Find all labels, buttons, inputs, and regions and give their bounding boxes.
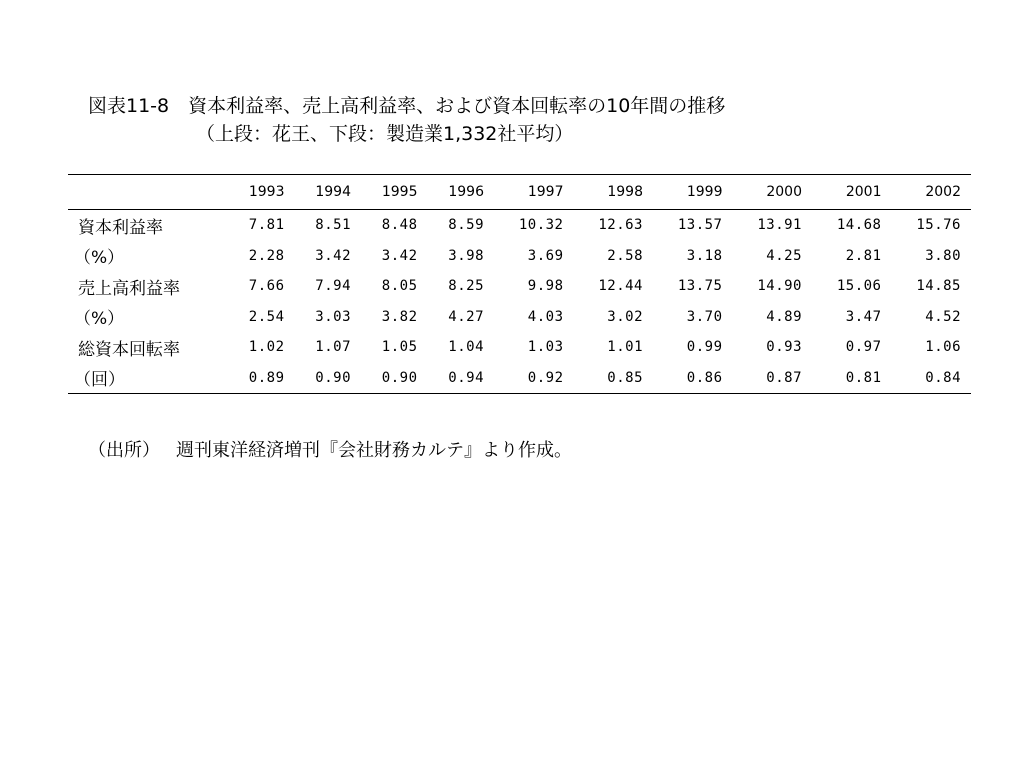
source-prefix: （出所） xyxy=(88,440,160,461)
table-cell: 7.81 xyxy=(248,217,285,234)
table-cell: 12.63 xyxy=(598,217,643,234)
table-cell: 8.48 xyxy=(381,217,418,234)
table-cell: 3.69 xyxy=(527,247,564,264)
table-row-roe-average xyxy=(68,241,971,272)
table-row-roe-kao xyxy=(68,210,971,241)
year-header-1999: 1999 xyxy=(686,184,723,200)
table-row-turnover-kao xyxy=(68,332,971,363)
table-cell: 0.89 xyxy=(248,369,285,386)
table-cell: 3.42 xyxy=(315,247,351,264)
source-note xyxy=(88,436,572,462)
year-header-2001: 2001 xyxy=(845,184,882,200)
table-cell: 0.87 xyxy=(766,369,802,386)
table-header xyxy=(68,175,971,210)
title-line-2: （上段：花王、下段：製造業1,332社平均） xyxy=(196,123,574,145)
table-cell: 3.02 xyxy=(607,308,643,325)
table-cell: 3.98 xyxy=(448,247,484,264)
table-cell: 1.01 xyxy=(607,339,643,356)
table-cell: 15.76 xyxy=(916,217,961,234)
table-cell: 4.89 xyxy=(766,308,802,325)
table-cell: 0.85 xyxy=(607,369,643,386)
table-row-margin-kao xyxy=(68,271,971,302)
table-row-turnover-average xyxy=(68,363,971,394)
table-cell: 4.25 xyxy=(766,247,802,264)
table-cell: 14.85 xyxy=(916,278,961,295)
table-cell: 3.70 xyxy=(686,308,723,325)
table-cell: 3.03 xyxy=(315,308,351,325)
table-cell: 0.90 xyxy=(381,369,418,386)
year-header-2000: 2000 xyxy=(766,184,802,200)
table-row-margin-average xyxy=(68,302,971,333)
table-cell: 2.81 xyxy=(845,247,882,264)
year-header-1993: 1993 xyxy=(248,184,285,200)
table-cell: 9.98 xyxy=(527,278,564,295)
table-cell: 3.80 xyxy=(925,247,961,264)
table-cell: 3.47 xyxy=(845,308,882,325)
table-cell: 13.57 xyxy=(677,217,723,234)
table-cell: 0.92 xyxy=(527,369,564,386)
table-cell: 1.06 xyxy=(925,339,961,356)
table-cell: 8.05 xyxy=(381,278,418,295)
table-cell: 3.82 xyxy=(381,308,418,325)
source-text: 週刊東洋経済増刊『会社財務カルテ』より作成。 xyxy=(176,440,572,461)
table-cell: 0.86 xyxy=(686,369,723,386)
table-cell: 3.18 xyxy=(686,247,723,264)
year-header-1995: 1995 xyxy=(381,184,418,200)
table-cell: 7.94 xyxy=(315,278,351,295)
table-cell: 0.97 xyxy=(845,339,882,356)
row-unit-label: （%） xyxy=(74,309,125,330)
title-line-1: 図表11-8 資本利益率、売上高利益率、および資本回転率の10年間の推移 xyxy=(88,95,726,117)
table-cell: 1.02 xyxy=(248,339,285,356)
table-cell: 1.05 xyxy=(381,339,418,356)
table-cell: 1.03 xyxy=(527,339,564,356)
table-cell: 4.52 xyxy=(925,308,961,325)
row-unit-label: （%） xyxy=(74,248,125,269)
slide-title xyxy=(88,92,725,148)
table-cell: 1.04 xyxy=(448,339,484,356)
table-cell: 2.58 xyxy=(607,247,643,264)
year-header-1996: 1996 xyxy=(448,184,484,200)
table-cell: 15.06 xyxy=(836,278,882,295)
table-cell: 4.03 xyxy=(527,308,564,325)
ratio-table xyxy=(68,174,971,394)
table-cell: 8.25 xyxy=(448,278,484,295)
table-cell: 7.66 xyxy=(248,278,285,295)
table-cell: 8.51 xyxy=(315,217,351,234)
table-cell: 0.94 xyxy=(448,369,484,386)
year-header-row xyxy=(68,175,971,210)
corner-cell xyxy=(68,175,228,210)
row-label: 総資本回転率 xyxy=(78,339,180,360)
table-cell: 12.44 xyxy=(598,278,643,295)
table-cell: 0.90 xyxy=(315,369,351,386)
table-cell: 0.99 xyxy=(686,339,723,356)
row-unit-label: （回） xyxy=(74,370,125,391)
table-cell: 3.42 xyxy=(381,247,418,264)
table-cell: 0.81 xyxy=(845,369,882,386)
row-label: 資本利益率 xyxy=(78,217,163,238)
year-header-1997: 1997 xyxy=(527,184,564,200)
table-cell: 1.07 xyxy=(315,339,351,356)
table-cell: 13.91 xyxy=(757,217,802,234)
table-cell: 0.93 xyxy=(766,339,802,356)
table-cell: 14.90 xyxy=(757,278,802,295)
table-cell: 10.32 xyxy=(518,217,564,234)
table-cell: 8.59 xyxy=(448,217,484,234)
row-label: 売上高利益率 xyxy=(78,278,180,299)
table-cell: 2.54 xyxy=(248,308,285,325)
year-header-1994: 1994 xyxy=(315,184,351,200)
table-cell: 0.84 xyxy=(925,369,961,386)
table-body xyxy=(68,210,971,394)
year-header-2002: 2002 xyxy=(925,184,961,200)
table-cell: 4.27 xyxy=(448,308,484,325)
year-header-1998: 1998 xyxy=(607,184,643,200)
table-cell: 2.28 xyxy=(248,247,285,264)
table-cell: 14.68 xyxy=(836,217,882,234)
table-cell: 13.75 xyxy=(677,278,723,295)
